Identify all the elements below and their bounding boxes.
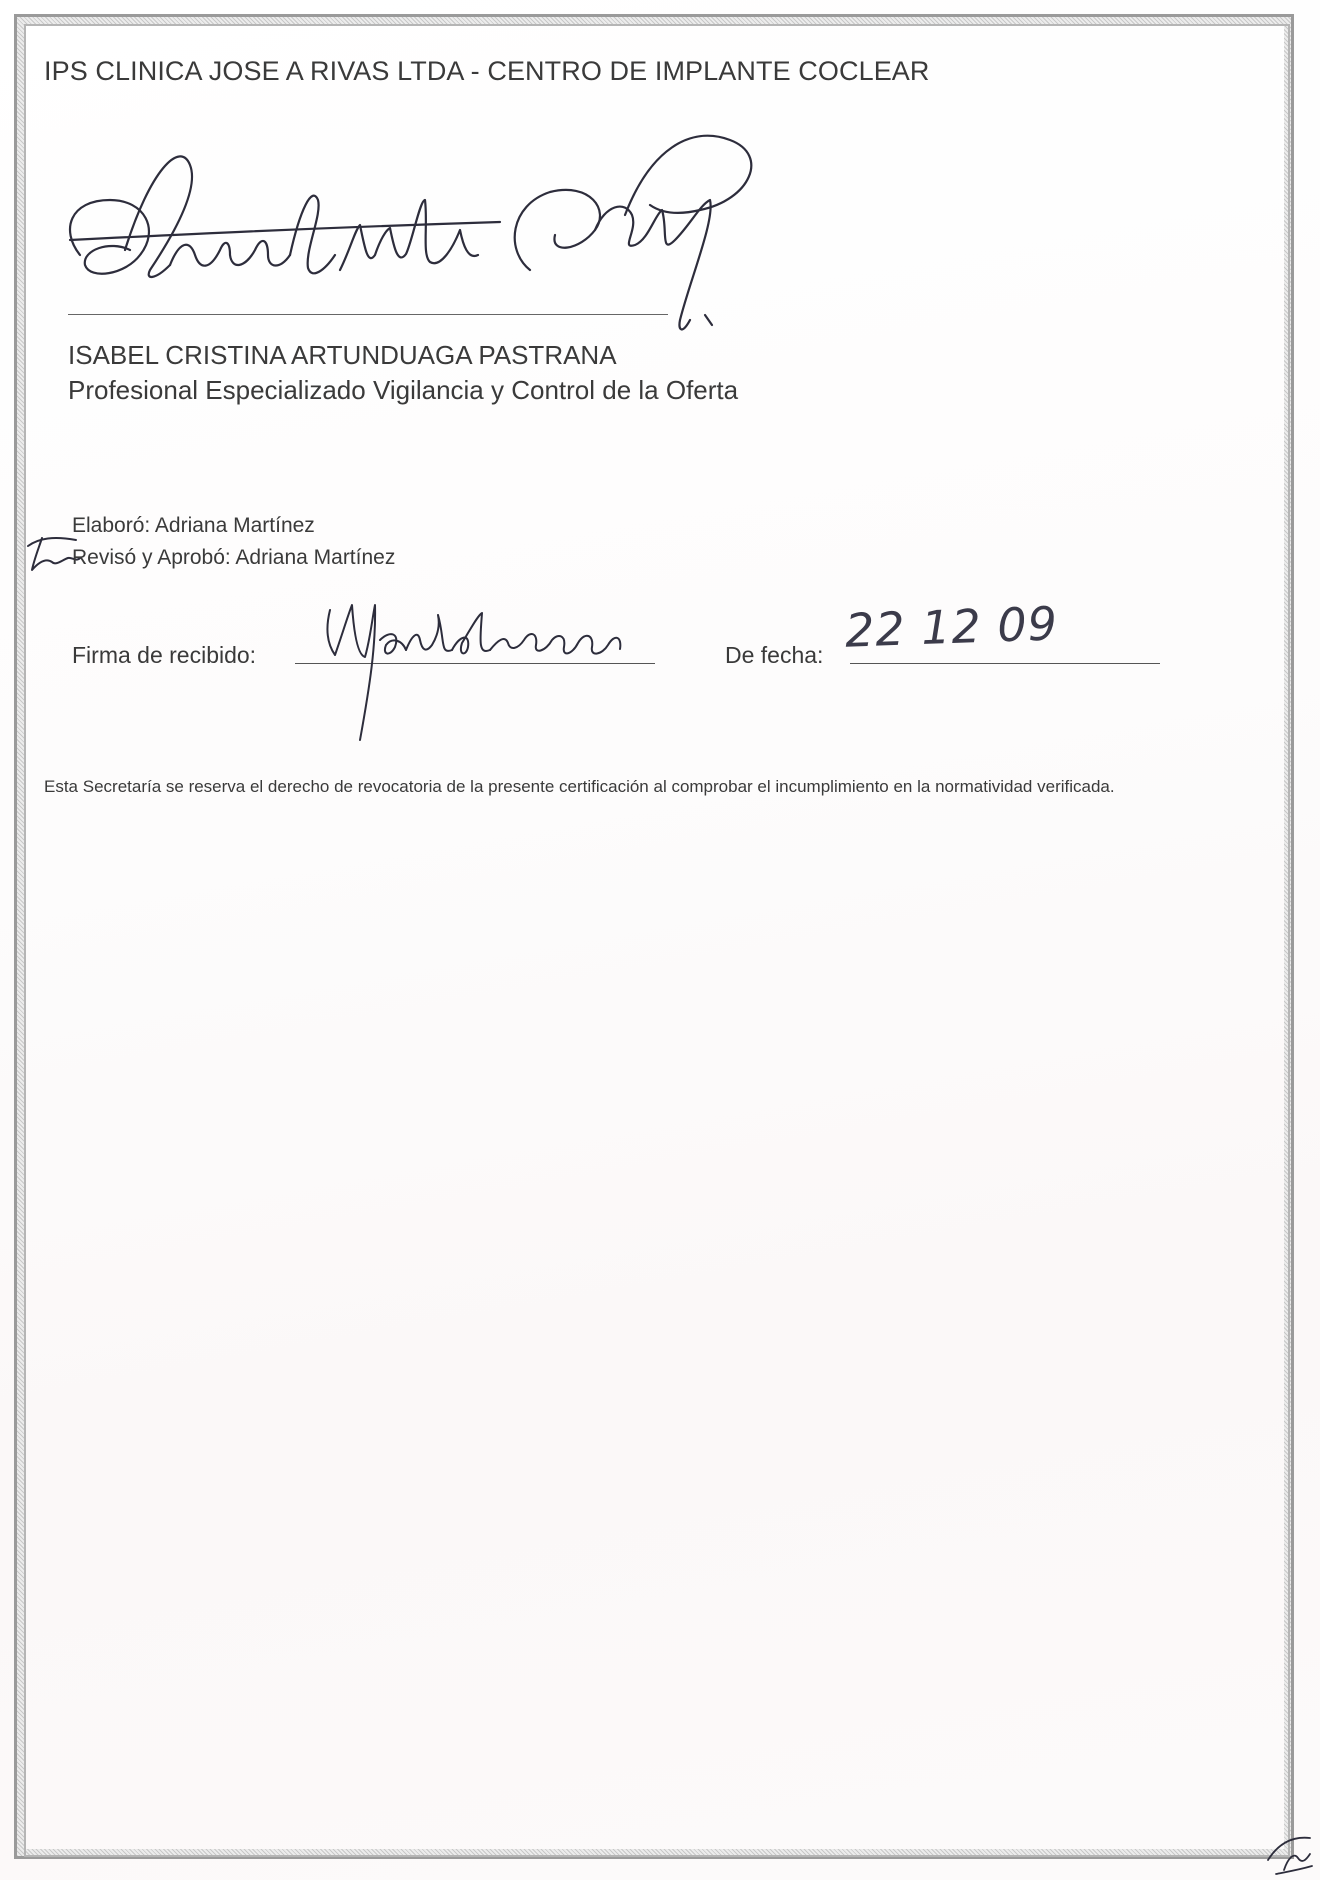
elaboro-line: Elaboró: Adriana Martínez (72, 514, 315, 537)
signer-signature-line (68, 314, 668, 315)
signer-signature (50, 130, 870, 350)
document-header: IPS CLINICA JOSE A RIVAS LTDA - CENTRO DE IMPLANTE COCLEAR (44, 56, 930, 86)
fecha-label: De fecha: (725, 642, 824, 668)
fecha-value: 22 12 09 (844, 596, 1059, 658)
corner-initials-mark (1262, 1830, 1317, 1878)
disclaimer-text: Esta Secretaría se reserva el derecho de revocatoria de la presente certificación al comprobar el incumplimiento en la normatividad verificada. (44, 777, 1115, 796)
receipt-signature (320, 585, 650, 745)
reviso-line: Revisó y Aprobó: Adriana Martínez (72, 546, 396, 569)
signer-role: Profesional Especializado Vigilancia y Control de la Oferta (68, 375, 739, 405)
fecha-line (850, 663, 1160, 664)
firma-recibido-label: Firma de recibido: (72, 642, 257, 668)
signer-name: ISABEL CRISTINA ARTUNDUAGA PASTRANA (68, 340, 617, 370)
